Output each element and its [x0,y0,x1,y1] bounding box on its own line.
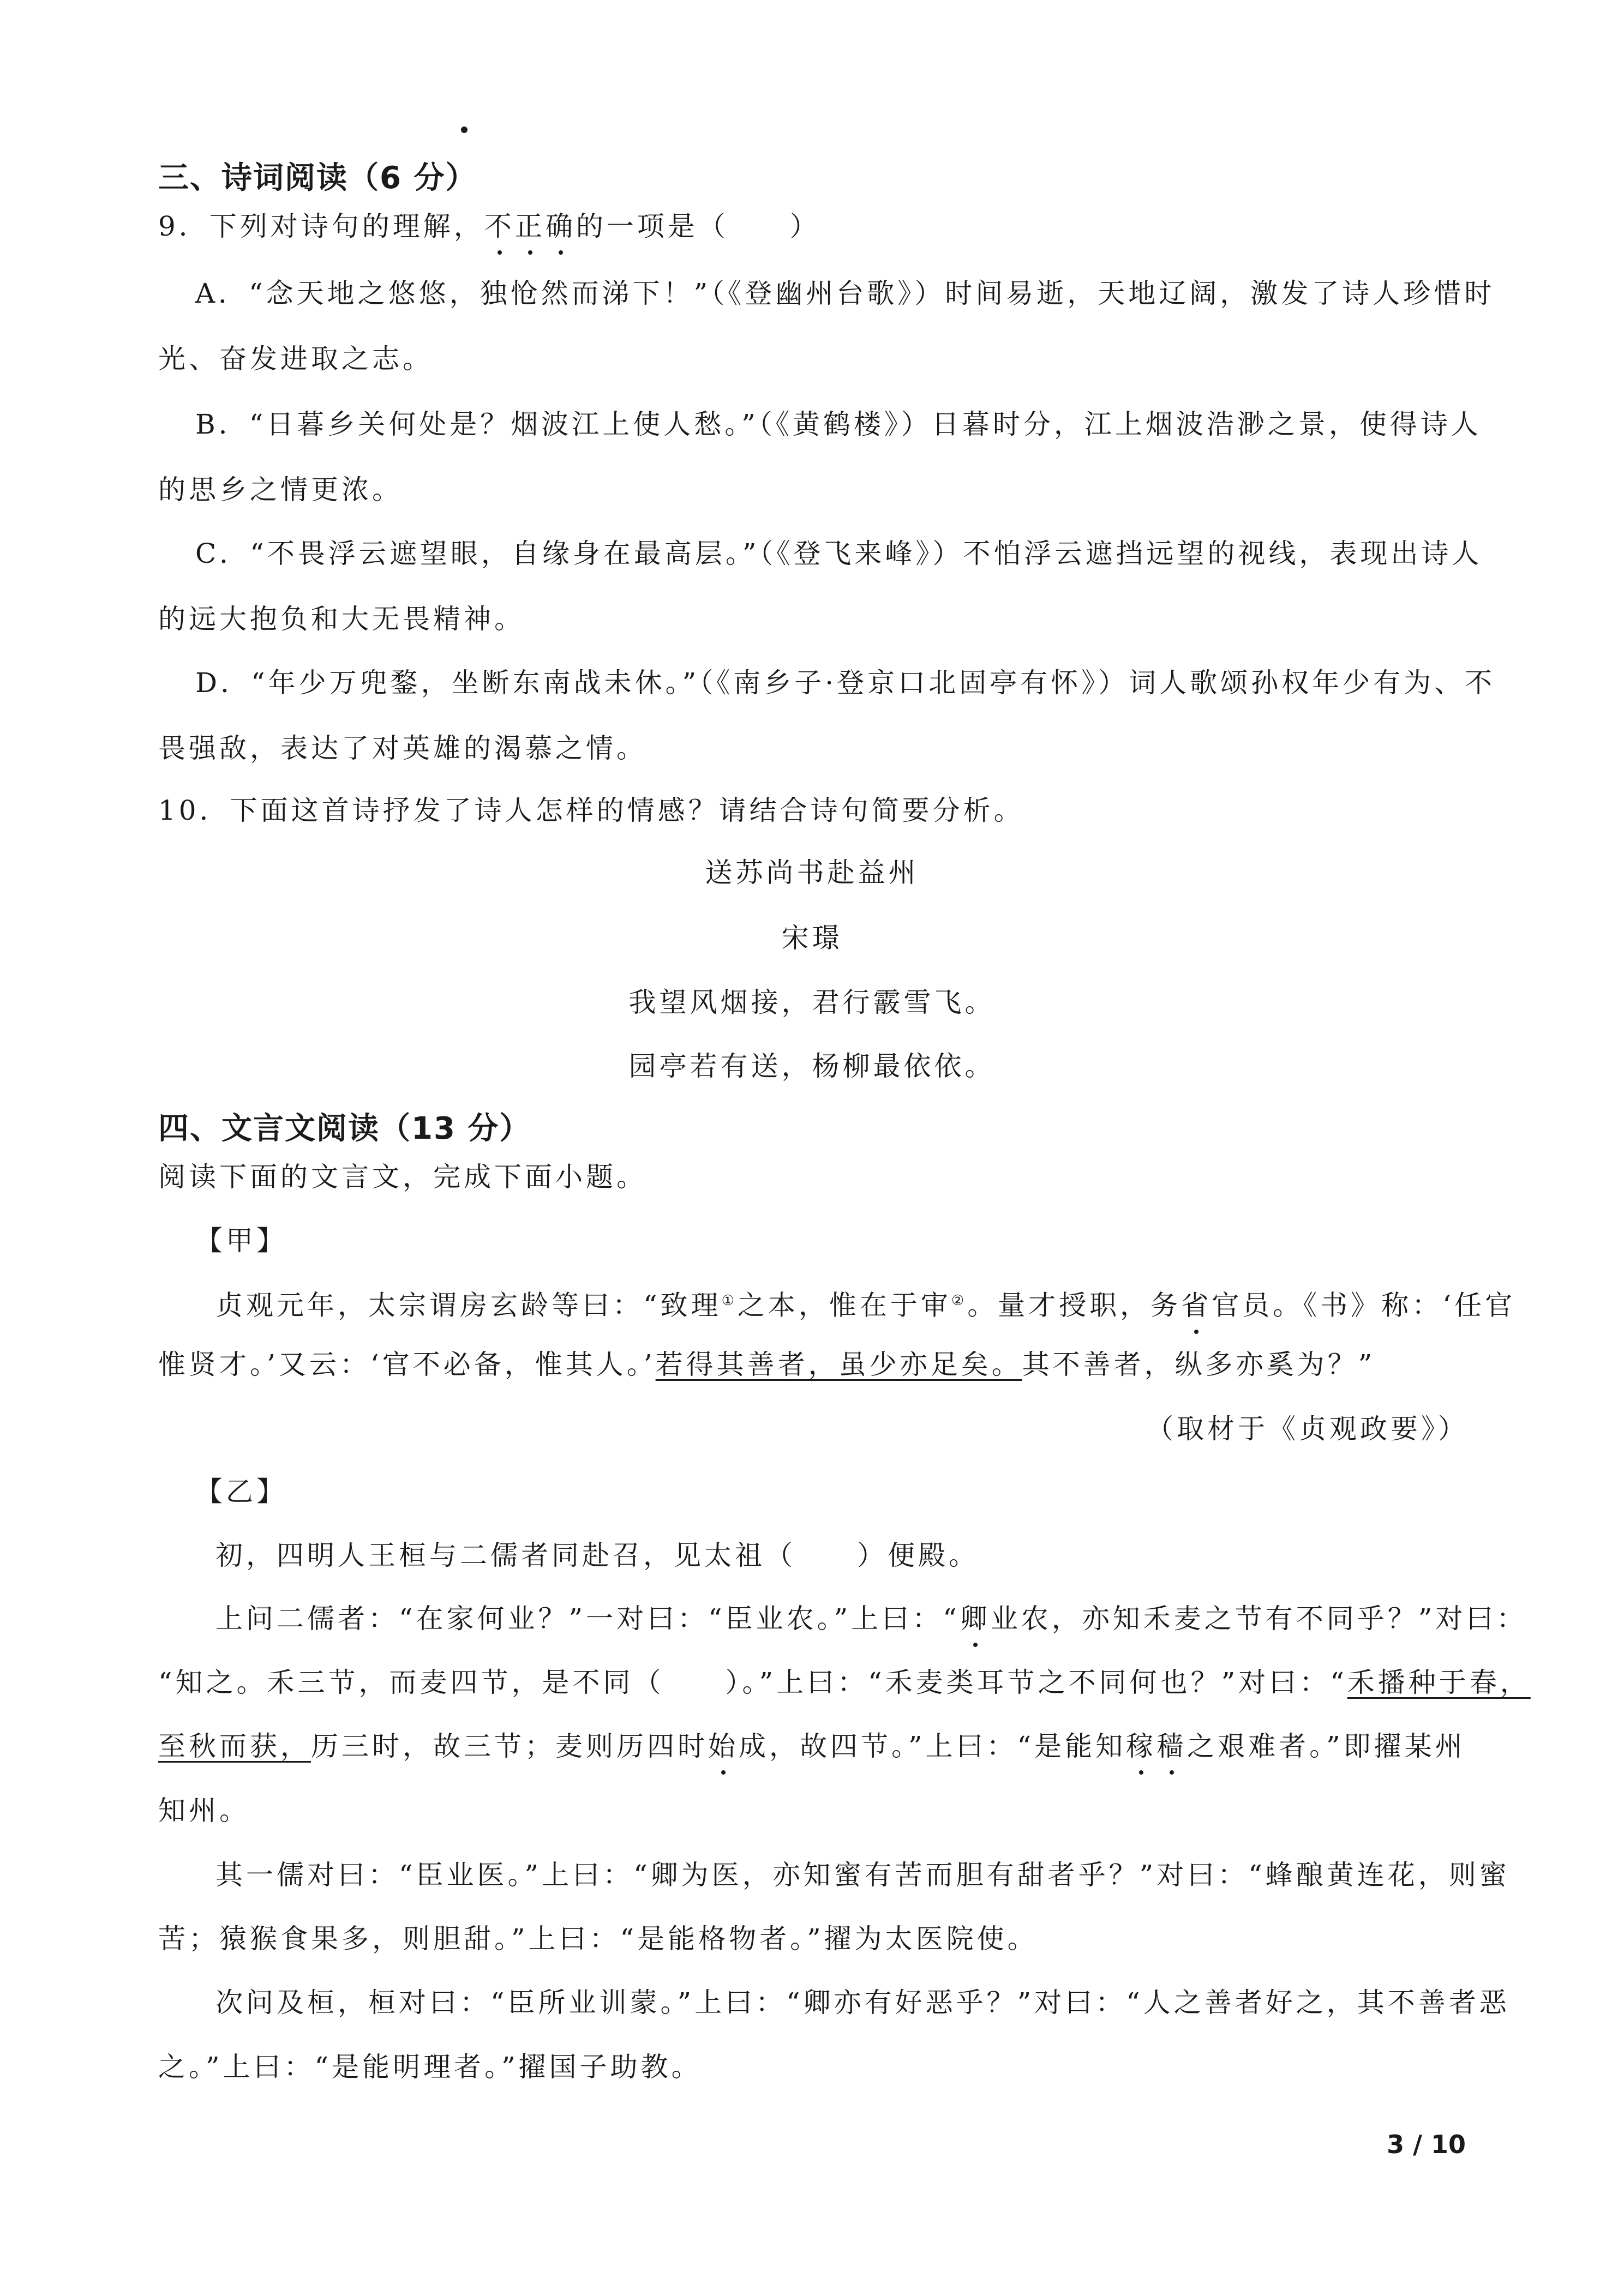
option-c-line-1: C．“不畏浮云遮望眼，自缘身在最高层。”（《登飞来峰》）不怕浮云遮挡远望的视线，表现出诗人 [195,538,1483,569]
option-b-line-1: B．“日暮乡关何处是？烟波江上使人愁。”（《黄鹤楼》）日暮时分，江上烟波浩渺之景，使得诗人 [195,408,1482,440]
footnote-2: ② [951,1293,968,1309]
passage-jia-label: 【甲】 [195,1225,287,1257]
jia-line-2 [158,1348,1375,1381]
jia-line-1 [215,1284,1515,1322]
yi-line-3 [158,1666,1531,1699]
poem-line-2: 园亭若有送，杨柳最依依。 [628,1050,996,1082]
jia-text-6: 其不善者，纵多亦奚为？” [1022,1349,1376,1380]
option-d-line-2: 畏强敌，表达了对英雄的渴慕之情。 [158,732,647,764]
yi-text-1: 上问二儒者：“在家何业？”一对曰：“臣业农。”上曰：“ [215,1603,960,1634]
jia-text-2: 之本，惟在于审 [737,1289,951,1321]
yi-line-2 [215,1602,1527,1635]
yi-emphasis-qing: 卿 [960,1603,991,1634]
footnote-1: ① [721,1293,738,1309]
jia-text-3: 。量才授职，务 [967,1289,1182,1321]
poem-line-1: 我望风烟接，君行霰雪飞。 [628,987,996,1018]
passage-yi-label: 【乙】 [195,1476,287,1507]
yi-line-9: 之。”上曰：“是能明理者。”擢国子助教。 [158,2051,702,2083]
option-a-line-2: 光、奋发进取之志。 [158,343,433,375]
jia-source: （取材于《贞观政要》） [1146,1413,1469,1445]
yi-underlined-1: 禾播种于春， [1347,1667,1531,1698]
question-10: 10．下面这首诗抒发了诗人怎样的情感？请结合诗句简要分析。 [158,795,1024,826]
poem-title: 送苏尚书赴益州 [705,857,919,888]
yi-line-4 [158,1730,1466,1763]
yi-underlined-2: 至秋而获， [158,1730,311,1762]
yi-emphasis-jia: 稼 [1126,1730,1157,1762]
question-9 [158,210,820,243]
option-c-line-2: 的远大抱负和大无畏精神。 [158,603,525,635]
option-b-line-2: 的思乡之情更浓。 [158,474,403,506]
jia-text-4: 官员。《书》称：‘任官 [1212,1289,1516,1321]
q9-emphasis-1: 不 [484,211,515,242]
yi-emphasis-shi: 始 [708,1730,739,1762]
stray-dot [461,127,468,133]
yi-text-5: 成，故四节。”上曰：“是能知 [739,1730,1126,1762]
yi-text-3: “知之。禾三节，而麦四节，是不同（ ）。”上曰：“禾麦类耳节之不同何也？”对曰：“ [158,1667,1347,1698]
yi-line-5: 知州。 [158,1795,250,1826]
jia-underlined-sentence: 若得其善者，虽少亦足矣。 [655,1349,1022,1380]
yi-line-6: 其一儒对曰：“臣业医。”上曰：“卿为医，亦知蜜有苦而胆有甜者乎？”对曰：“蜂酿黄连花，则蜜 [215,1859,1510,1891]
poem-author: 宋璟 [781,922,843,954]
yi-emphasis-se: 穑 [1156,1730,1188,1762]
q9-suffix: 的一项是（ ） [576,211,820,242]
q9-emphasis-2: 正 [514,211,546,242]
yi-line-1: 初，四明人王桓与二儒者同赴召，见太祖（ ）便殿。 [215,1540,979,1571]
section-3-heading: 三、诗词阅读（6 分） [158,160,477,196]
page-number: 3 / 10 [1387,2130,1466,2159]
jia-text-1: 贞观元年，太宗谓房玄龄等曰：“致理 [215,1289,722,1321]
section-4-heading: 四、文言文阅读（13 分） [158,1111,531,1146]
option-a-line-1: A．“念天地之悠悠，独怆然而涕下！”（《登幽州台歌》）时间易逝，天地辽阔，激发了诗人珍惜时 [195,278,1495,309]
yi-text-4: 历三时，故三节；麦则历四时 [311,1730,708,1762]
yi-line-8: 次问及桓，桓对曰：“臣所业训蒙。”上曰：“卿亦有好恶乎？”对曰：“人之善者好之，其不善者恶 [215,1987,1510,2018]
yi-text-2: 业农，亦知禾麦之节有不同乎？”对曰： [990,1603,1527,1634]
jia-emphasis-sheng: 省 [1181,1289,1212,1321]
jia-text-5: 惟贤才。’又云：‘官不必备，惟其人。’ [158,1349,656,1380]
option-d-line-1: D．“年少万兜鍪，坐断东南战未休。”（《南乡子·登京口北固亭有怀》）词人歌颂孙权年少有为、不 [195,667,1496,699]
q9-prefix: 9．下列对诗句的理解， [158,211,484,242]
yi-line-7: 苦；猿猴食果多，则胆甜。”上曰：“是能格物者。”擢为太医院使。 [158,1923,1038,1955]
section-4-intro: 阅读下面的文言文，完成下面小题。 [158,1161,647,1193]
yi-text-6: 之艰难者。”即擢某州 [1187,1730,1466,1762]
q9-emphasis-3: 确 [545,211,576,242]
